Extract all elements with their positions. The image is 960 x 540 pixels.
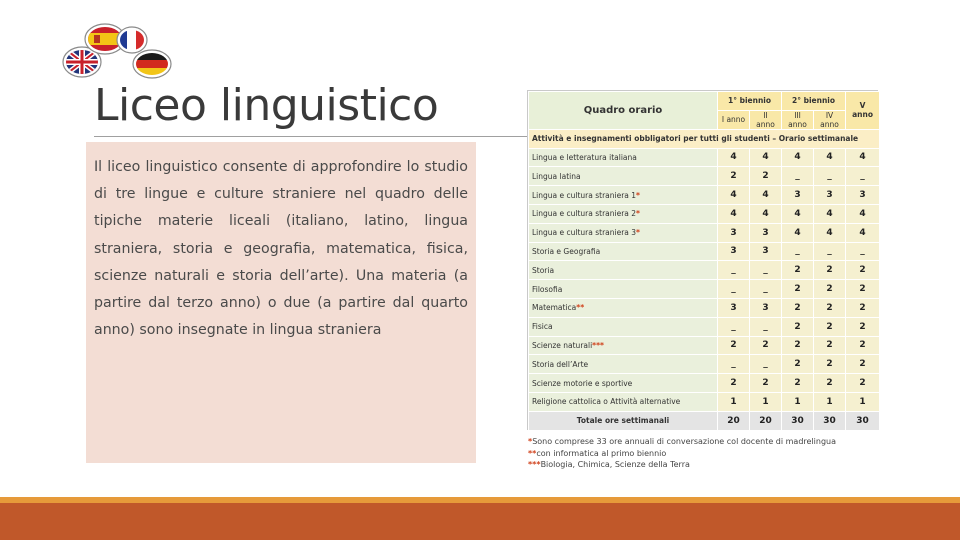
table-row	[529, 317, 880, 336]
hours-cell: _	[718, 317, 750, 336]
hours-cell: 2	[718, 336, 750, 355]
total-cell: 30	[814, 411, 846, 430]
hours-cell: 2	[846, 298, 880, 317]
hours-cell: 4	[846, 223, 880, 242]
hours-cell: 2	[846, 261, 880, 280]
subject-label: Lingua e cultura straniera 3	[532, 228, 637, 238]
hours-cell: 2	[750, 374, 782, 393]
table-row	[529, 280, 880, 299]
hours-cell: 2	[782, 298, 814, 317]
subject-label: Scienze naturali	[532, 340, 593, 350]
hours-cell: 2	[846, 317, 880, 336]
total-label: Totale ore settimanali	[529, 411, 718, 430]
schedule-table	[528, 91, 880, 431]
hours-cell: 2	[782, 317, 814, 336]
hours-cell: 2	[846, 374, 880, 393]
hours-cell: 4	[814, 204, 846, 223]
table-row	[529, 167, 880, 186]
hours-cell: 4	[718, 148, 750, 167]
title-divider	[94, 136, 534, 137]
subject-cell	[529, 148, 718, 167]
total-cell: 30	[846, 411, 880, 430]
footnote	[528, 459, 836, 471]
hours-cell: 2	[814, 280, 846, 299]
germany-flag-icon	[133, 50, 171, 78]
total-cell: 30	[782, 411, 814, 430]
hours-cell: 4	[846, 204, 880, 223]
footnotes	[528, 436, 836, 471]
hours-cell: 4	[750, 204, 782, 223]
hours-cell: 3	[782, 186, 814, 205]
hours-cell: 2	[782, 261, 814, 280]
total-cell: 20	[718, 411, 750, 430]
hours-cell: 2	[718, 374, 750, 393]
subject-label: Religione cattolica o Attività alternative	[532, 397, 681, 407]
subject-label: Filosofia	[532, 284, 563, 294]
language-flags-logo	[60, 18, 172, 86]
hours-cell: 4	[814, 223, 846, 242]
total-row	[529, 411, 880, 430]
hours-cell: 2	[814, 317, 846, 336]
body-text: Il liceo linguistico consente di approfondire lo studio di tre lingue e culture straniere nel quadro delle tipiche materie liceali (italiano, latino, lingua straniera, storia e geografia, matematica, fisica, scienze naturali e storia dell’arte). Una materia (a partire dal terzo anno) o due (a partire dal quarto anno) sono insegnate in lingua straniera	[94, 159, 468, 339]
france-flag-icon	[117, 27, 147, 53]
subject-cell	[529, 261, 718, 280]
hours-cell: 1	[750, 392, 782, 411]
year-header-2: II anno	[750, 110, 782, 129]
table-row	[529, 261, 880, 280]
year-header-3: III anno	[782, 110, 814, 129]
footnote-text: Sono comprese 33 ore annuali di conversazione col docente di madrelingua	[532, 437, 837, 446]
hours-cell: 4	[846, 148, 880, 167]
hours-cell: _	[782, 242, 814, 261]
table-row	[529, 223, 880, 242]
hours-cell: 4	[718, 186, 750, 205]
hours-cell: 4	[814, 148, 846, 167]
hours-cell: 2	[782, 355, 814, 374]
table-row	[529, 355, 880, 374]
footnote-text: con informatica al primo biennio	[536, 448, 667, 458]
hours-cell: 4	[782, 223, 814, 242]
hours-cell: 2	[814, 298, 846, 317]
subject-label: Lingua e cultura straniera 2	[532, 209, 637, 219]
subject-label: Storia dell’Arte	[532, 359, 589, 369]
hours-cell: 2	[782, 374, 814, 393]
footnote-mark: *	[636, 190, 640, 200]
group-header-1: 1° biennio	[718, 92, 782, 111]
slide-title: Liceo linguistico	[94, 80, 439, 131]
hours-cell: 2	[782, 280, 814, 299]
table-row	[529, 204, 880, 223]
hours-cell: _	[814, 242, 846, 261]
hours-cell: 3	[750, 298, 782, 317]
hours-cell: _	[750, 261, 782, 280]
subject-label: Storia	[532, 265, 555, 275]
hours-cell: _	[846, 167, 880, 186]
hours-cell: 3	[718, 223, 750, 242]
footnote	[528, 448, 836, 460]
hours-cell: _	[782, 167, 814, 186]
hours-cell: 3	[750, 242, 782, 261]
hours-cell: 4	[782, 204, 814, 223]
footnote-mark: *	[636, 209, 640, 219]
group-header-2: 2° biennio	[782, 92, 846, 111]
table-title: Quadro orario	[529, 92, 718, 130]
hours-cell: 3	[718, 242, 750, 261]
footnote-mark: *	[636, 228, 640, 238]
subject-cell	[529, 355, 718, 374]
text-box	[86, 142, 476, 463]
hours-cell: 2	[814, 355, 846, 374]
table-row	[529, 374, 880, 393]
table-row	[529, 336, 880, 355]
subject-cell	[529, 204, 718, 223]
table-row	[529, 186, 880, 205]
subject-cell	[529, 317, 718, 336]
hours-cell: _	[718, 261, 750, 280]
hours-cell: 2	[846, 280, 880, 299]
hours-cell: 3	[750, 223, 782, 242]
hours-cell: _	[750, 317, 782, 336]
footnote-mark: ***	[528, 460, 541, 469]
hours-cell: 2	[814, 336, 846, 355]
hours-cell: 2	[750, 336, 782, 355]
table-row	[529, 242, 880, 261]
hours-cell: _	[718, 280, 750, 299]
footer-band	[0, 503, 960, 540]
subject-label: Matematica	[532, 303, 577, 313]
subject-cell	[529, 242, 718, 261]
subject-cell	[529, 167, 718, 186]
subject-label: Storia e Geografia	[532, 246, 601, 256]
hours-cell: 3	[718, 298, 750, 317]
subject-cell	[529, 298, 718, 317]
hours-cell: 4	[718, 204, 750, 223]
subject-label: Lingua e letteratura italiana	[532, 152, 637, 162]
subject-cell	[529, 392, 718, 411]
footnote-mark: *	[528, 437, 533, 446]
hours-cell: 1	[718, 392, 750, 411]
hours-cell: 3	[846, 186, 880, 205]
hours-cell: 2	[750, 167, 782, 186]
footnote	[528, 436, 836, 448]
hours-cell: 1	[814, 392, 846, 411]
subject-label: Scienze motorie e sportive	[532, 378, 633, 388]
hours-cell: 2	[814, 374, 846, 393]
hours-cell: 4	[750, 186, 782, 205]
year-header-5: V anno	[846, 92, 880, 130]
hours-cell: _	[846, 242, 880, 261]
hours-cell: _	[814, 167, 846, 186]
subject-label: Fisica	[532, 322, 553, 332]
table-row	[529, 392, 880, 411]
table-subheader: Attività e insegnamenti obbligatori per tutti gli studenti – Orario settimanale	[529, 129, 880, 148]
hours-cell: 4	[750, 148, 782, 167]
hours-cell: _	[750, 280, 782, 299]
year-header-1: I anno	[718, 110, 750, 129]
total-cell: 20	[750, 411, 782, 430]
hours-cell: 2	[846, 336, 880, 355]
hours-cell: 2	[814, 261, 846, 280]
schedule-table-image	[527, 90, 878, 430]
hours-cell: 1	[782, 392, 814, 411]
subject-label: Lingua e cultura straniera 1	[532, 190, 637, 200]
hours-cell: 2	[782, 336, 814, 355]
footnote-mark: ***	[592, 340, 604, 350]
subject-label: Lingua latina	[532, 171, 581, 181]
footnote-mark: **	[528, 448, 537, 458]
subject-cell	[529, 280, 718, 299]
table-row	[529, 298, 880, 317]
subject-cell	[529, 336, 718, 355]
table-row	[529, 148, 880, 167]
hours-cell: _	[750, 355, 782, 374]
hours-cell: 2	[718, 167, 750, 186]
footnote-text: Biologia, Chimica, Scienze della Terra	[540, 460, 690, 469]
hours-cell: 1	[846, 392, 880, 411]
hours-cell: 4	[782, 148, 814, 167]
footnote-mark: **	[576, 303, 585, 313]
hours-cell: 3	[814, 186, 846, 205]
subject-cell	[529, 186, 718, 205]
subject-cell	[529, 223, 718, 242]
hours-cell: 2	[846, 355, 880, 374]
year-header-4: IV anno	[814, 110, 846, 129]
subject-cell	[529, 374, 718, 393]
hours-cell: _	[718, 355, 750, 374]
